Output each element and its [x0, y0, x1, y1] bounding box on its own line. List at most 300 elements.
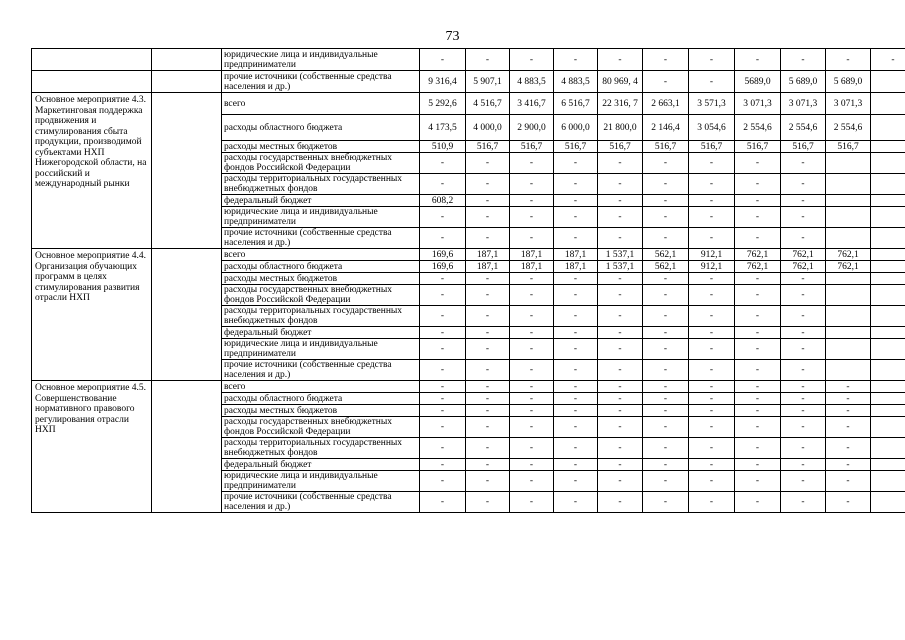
- value-cell: -: [510, 339, 554, 360]
- value-cell: -: [735, 438, 781, 459]
- table-row: [32, 93, 905, 115]
- value-cell: 762,1: [781, 249, 826, 261]
- value-cell: -: [781, 153, 826, 174]
- value-cell: [871, 417, 905, 438]
- value-cell: -: [420, 417, 466, 438]
- value-cell: -: [735, 153, 781, 174]
- value-cell: -: [554, 49, 598, 71]
- funding-source-label: юридические лица и индивидуальные предприниматели: [222, 207, 420, 228]
- value-cell: [871, 405, 905, 417]
- value-cell: -: [420, 228, 466, 249]
- value-cell: -: [466, 381, 510, 393]
- value-cell: -: [735, 195, 781, 207]
- value-cell: -: [826, 438, 871, 459]
- value-cell: -: [781, 405, 826, 417]
- value-cell: -: [735, 459, 781, 471]
- value-cell: -: [781, 459, 826, 471]
- funding-source-label: федеральный бюджет: [222, 459, 420, 471]
- value-cell: -: [781, 471, 826, 492]
- value-cell: 516,7: [781, 141, 826, 153]
- value-cell: 762,1: [826, 249, 871, 261]
- value-cell: 2 554,6: [735, 115, 781, 141]
- value-cell: [871, 115, 905, 141]
- value-cell: -: [689, 405, 735, 417]
- value-cell: -: [643, 393, 689, 405]
- value-cell: [826, 153, 871, 174]
- value-cell: -: [466, 285, 510, 306]
- value-cell: -: [735, 174, 781, 195]
- value-cell: 4 173,5: [420, 115, 466, 141]
- value-cell: -: [510, 405, 554, 417]
- value-cell: -: [510, 207, 554, 228]
- value-cell: -: [735, 306, 781, 327]
- value-cell: [871, 207, 905, 228]
- value-cell: -: [466, 471, 510, 492]
- value-cell: 187,1: [554, 261, 598, 273]
- value-cell: -: [510, 438, 554, 459]
- value-cell: 516,7: [826, 141, 871, 153]
- funding-source-label: федеральный бюджет: [222, 327, 420, 339]
- value-cell: -: [643, 228, 689, 249]
- value-cell: 2 554,6: [781, 115, 826, 141]
- value-cell: -: [420, 471, 466, 492]
- value-cell: -: [826, 405, 871, 417]
- value-cell: -: [554, 174, 598, 195]
- value-cell: -: [826, 381, 871, 393]
- value-cell: 762,1: [826, 261, 871, 273]
- value-cell: 2 663,1: [643, 93, 689, 115]
- value-cell: -: [643, 207, 689, 228]
- measure-name-cell: Основное мероприятие 4.4. Организация обучающих программ в целях стимулирования развития отрасли НХП: [32, 249, 152, 381]
- value-cell: [871, 438, 905, 459]
- value-cell: -: [826, 471, 871, 492]
- value-cell: -: [510, 459, 554, 471]
- value-cell: -: [554, 393, 598, 405]
- value-cell: -: [689, 417, 735, 438]
- value-cell: [826, 327, 871, 339]
- value-cell: -: [510, 195, 554, 207]
- value-cell: 516,7: [689, 141, 735, 153]
- table-row: [32, 49, 905, 71]
- value-cell: -: [598, 360, 643, 381]
- value-cell: 2 900,0: [510, 115, 554, 141]
- value-cell: -: [554, 438, 598, 459]
- value-cell: -: [598, 492, 643, 513]
- funding-source-label: прочие источники (собственные средства населения и др.): [222, 492, 420, 513]
- value-cell: -: [643, 417, 689, 438]
- value-cell: -: [466, 393, 510, 405]
- value-cell: -: [554, 417, 598, 438]
- value-cell: -: [466, 360, 510, 381]
- value-cell: -: [735, 471, 781, 492]
- value-cell: -: [689, 471, 735, 492]
- executor-cell: [152, 249, 222, 381]
- value-cell: -: [826, 49, 871, 71]
- value-cell: 187,1: [466, 261, 510, 273]
- value-cell: -: [643, 471, 689, 492]
- executor-cell: [152, 381, 222, 513]
- value-cell: -: [735, 327, 781, 339]
- value-cell: -: [554, 339, 598, 360]
- value-cell: -: [643, 492, 689, 513]
- value-cell: -: [598, 207, 643, 228]
- value-cell: -: [510, 393, 554, 405]
- value-cell: -: [554, 306, 598, 327]
- value-cell: -: [689, 228, 735, 249]
- value-cell: -: [598, 417, 643, 438]
- value-cell: 3 571,3: [689, 93, 735, 115]
- value-cell: -: [689, 459, 735, 471]
- value-cell: 187,1: [554, 249, 598, 261]
- value-cell: -: [598, 285, 643, 306]
- value-cell: -: [735, 285, 781, 306]
- value-cell: -: [466, 49, 510, 71]
- value-cell: -: [598, 327, 643, 339]
- value-cell: 3 416,7: [510, 93, 554, 115]
- value-cell: -: [689, 285, 735, 306]
- value-cell: -: [643, 339, 689, 360]
- value-cell: -: [420, 306, 466, 327]
- value-cell: -: [689, 306, 735, 327]
- funding-source-label: расходы государственных внебюджетных фондов Российской Федерации: [222, 417, 420, 438]
- value-cell: -: [598, 405, 643, 417]
- value-cell: -: [420, 285, 466, 306]
- value-cell: -: [735, 393, 781, 405]
- funding-source-label: всего: [222, 249, 420, 261]
- value-cell: -: [643, 438, 689, 459]
- value-cell: [871, 93, 905, 115]
- value-cell: 516,7: [643, 141, 689, 153]
- value-cell: -: [420, 49, 466, 71]
- value-cell: -: [781, 381, 826, 393]
- funding-source-label: прочие источники (собственные средства населения и др.): [222, 360, 420, 381]
- value-cell: -: [466, 417, 510, 438]
- value-cell: 187,1: [466, 249, 510, 261]
- value-cell: -: [598, 381, 643, 393]
- value-cell: -: [689, 339, 735, 360]
- value-cell: -: [466, 174, 510, 195]
- value-cell: -: [466, 153, 510, 174]
- value-cell: -: [598, 471, 643, 492]
- value-cell: 2 554,6: [826, 115, 871, 141]
- value-cell: -: [420, 459, 466, 471]
- value-cell: -: [689, 393, 735, 405]
- value-cell: -: [643, 405, 689, 417]
- value-cell: [871, 195, 905, 207]
- funding-source-label: расходы областного бюджета: [222, 393, 420, 405]
- value-cell: -: [781, 438, 826, 459]
- executor-cell: [152, 71, 222, 93]
- value-cell: -: [598, 393, 643, 405]
- value-cell: -: [781, 393, 826, 405]
- value-cell: -: [598, 438, 643, 459]
- value-cell: -: [510, 174, 554, 195]
- value-cell: -: [554, 405, 598, 417]
- value-cell: 21 800,0: [598, 115, 643, 141]
- funding-source-label: расходы областного бюджета: [222, 115, 420, 141]
- value-cell: 5689,0: [735, 71, 781, 93]
- value-cell: 3 054,6: [689, 115, 735, 141]
- value-cell: [826, 285, 871, 306]
- value-cell: -: [871, 49, 905, 71]
- funding-source-label: расходы территориальных государственных внебюджетных фондов: [222, 306, 420, 327]
- value-cell: [871, 153, 905, 174]
- value-cell: -: [781, 207, 826, 228]
- value-cell: -: [466, 327, 510, 339]
- value-cell: -: [781, 327, 826, 339]
- value-cell: -: [554, 207, 598, 228]
- measure-name-cell: Основное мероприятие 4.3. Маркетинговая поддержка продвижения и стимулирования сбыта продукции, производимой субъектами НХП Нижегородской области, на российский и международный рынки: [32, 93, 152, 249]
- value-cell: 4 883,5: [554, 71, 598, 93]
- value-cell: -: [826, 417, 871, 438]
- value-cell: [871, 174, 905, 195]
- funding-source-label: юридические лица и индивидуальные предприниматели: [222, 49, 420, 71]
- value-cell: 3 071,3: [826, 93, 871, 115]
- value-cell: -: [420, 327, 466, 339]
- value-cell: -: [420, 174, 466, 195]
- value-cell: -: [510, 360, 554, 381]
- value-cell: 5 907,1: [466, 71, 510, 93]
- value-cell: 5 689,0: [781, 71, 826, 93]
- value-cell: -: [554, 153, 598, 174]
- value-cell: -: [689, 153, 735, 174]
- value-cell: -: [554, 492, 598, 513]
- value-cell: [871, 393, 905, 405]
- executor-cell: [152, 49, 222, 71]
- value-cell: -: [420, 360, 466, 381]
- value-cell: 762,1: [735, 249, 781, 261]
- value-cell: -: [689, 360, 735, 381]
- value-cell: -: [554, 195, 598, 207]
- value-cell: 608,2: [420, 195, 466, 207]
- value-cell: -: [420, 393, 466, 405]
- value-cell: -: [554, 381, 598, 393]
- value-cell: 169,6: [420, 249, 466, 261]
- value-cell: 187,1: [510, 261, 554, 273]
- value-cell: -: [420, 153, 466, 174]
- value-cell: -: [466, 228, 510, 249]
- value-cell: -: [689, 438, 735, 459]
- value-cell: -: [689, 71, 735, 93]
- value-cell: -: [598, 228, 643, 249]
- funding-source-label: всего: [222, 381, 420, 393]
- value-cell: -: [420, 405, 466, 417]
- value-cell: -: [781, 273, 826, 285]
- value-cell: -: [554, 471, 598, 492]
- value-cell: -: [781, 417, 826, 438]
- value-cell: -: [466, 195, 510, 207]
- value-cell: -: [554, 285, 598, 306]
- value-cell: -: [643, 360, 689, 381]
- value-cell: 2 146,4: [643, 115, 689, 141]
- table-row: [32, 71, 905, 93]
- value-cell: -: [643, 153, 689, 174]
- value-cell: -: [598, 174, 643, 195]
- budget-table: [31, 48, 905, 513]
- value-cell: [871, 339, 905, 360]
- value-cell: -: [420, 273, 466, 285]
- value-cell: 516,7: [735, 141, 781, 153]
- value-cell: [871, 381, 905, 393]
- value-cell: -: [598, 49, 643, 71]
- value-cell: -: [420, 207, 466, 228]
- value-cell: -: [781, 49, 826, 71]
- value-cell: -: [643, 49, 689, 71]
- value-cell: -: [735, 405, 781, 417]
- funding-source-label: расходы территориальных государственных внебюджетных фондов: [222, 438, 420, 459]
- value-cell: -: [781, 285, 826, 306]
- value-cell: -: [510, 228, 554, 249]
- value-cell: [826, 174, 871, 195]
- value-cell: -: [643, 306, 689, 327]
- value-cell: -: [598, 195, 643, 207]
- value-cell: -: [554, 459, 598, 471]
- value-cell: 3 071,3: [735, 93, 781, 115]
- value-cell: [871, 285, 905, 306]
- value-cell: -: [735, 228, 781, 249]
- measure-cell: [32, 71, 152, 93]
- value-cell: 762,1: [781, 261, 826, 273]
- value-cell: [826, 306, 871, 327]
- value-cell: 187,1: [510, 249, 554, 261]
- value-cell: 3 071,3: [781, 93, 826, 115]
- value-cell: -: [643, 71, 689, 93]
- value-cell: -: [643, 195, 689, 207]
- value-cell: 22 316, 7: [598, 93, 643, 115]
- page-number: 73: [445, 29, 460, 44]
- value-cell: -: [826, 492, 871, 513]
- value-cell: 6 000,0: [554, 115, 598, 141]
- value-cell: [871, 273, 905, 285]
- value-cell: [871, 459, 905, 471]
- funding-source-label: расходы государственных внебюджетных фондов Российской Федерации: [222, 153, 420, 174]
- value-cell: -: [643, 273, 689, 285]
- value-cell: -: [781, 306, 826, 327]
- funding-source-label: расходы местных бюджетов: [222, 273, 420, 285]
- funding-source-label: юридические лица и индивидуальные предприниматели: [222, 339, 420, 360]
- value-cell: [826, 207, 871, 228]
- value-cell: 1 537,1: [598, 261, 643, 273]
- value-cell: 762,1: [735, 261, 781, 273]
- value-cell: -: [735, 207, 781, 228]
- value-cell: -: [689, 492, 735, 513]
- measure-name-cell: Основное мероприятие 4.5. Совершенствование нормативного правового регулирования отрасли НХП: [32, 381, 152, 513]
- value-cell: -: [420, 438, 466, 459]
- value-cell: -: [643, 381, 689, 393]
- value-cell: -: [420, 339, 466, 360]
- value-cell: -: [510, 49, 554, 71]
- value-cell: 9 316,4: [420, 71, 466, 93]
- value-cell: [871, 71, 905, 93]
- value-cell: -: [689, 327, 735, 339]
- value-cell: 4 000,0: [466, 115, 510, 141]
- value-cell: [826, 195, 871, 207]
- table-row: [32, 249, 905, 261]
- value-cell: -: [510, 285, 554, 306]
- value-cell: -: [735, 492, 781, 513]
- value-cell: -: [598, 306, 643, 327]
- table-row: [32, 381, 905, 393]
- value-cell: 562,1: [643, 249, 689, 261]
- value-cell: -: [781, 195, 826, 207]
- funding-source-label: расходы территориальных государственных внебюджетных фондов: [222, 174, 420, 195]
- value-cell: -: [554, 360, 598, 381]
- funding-source-label: расходы местных бюджетов: [222, 405, 420, 417]
- value-cell: -: [598, 459, 643, 471]
- funding-source-label: расходы областного бюджета: [222, 261, 420, 273]
- value-cell: -: [510, 273, 554, 285]
- value-cell: 80 969, 4: [598, 71, 643, 93]
- value-cell: 5 689,0: [826, 71, 871, 93]
- value-cell: [871, 471, 905, 492]
- value-cell: -: [466, 207, 510, 228]
- value-cell: [826, 360, 871, 381]
- value-cell: 516,7: [466, 141, 510, 153]
- funding-source-label: федеральный бюджет: [222, 195, 420, 207]
- funding-source-label: расходы государственных внебюджетных фондов Российской Федерации: [222, 285, 420, 306]
- value-cell: [871, 261, 905, 273]
- value-cell: -: [598, 153, 643, 174]
- value-cell: -: [735, 417, 781, 438]
- funding-source-label: прочие источники (собственные средства населения и др.): [222, 71, 420, 93]
- value-cell: -: [466, 492, 510, 513]
- value-cell: -: [689, 49, 735, 71]
- value-cell: -: [781, 492, 826, 513]
- value-cell: -: [510, 471, 554, 492]
- value-cell: -: [735, 360, 781, 381]
- value-cell: -: [510, 153, 554, 174]
- value-cell: -: [735, 381, 781, 393]
- value-cell: -: [735, 273, 781, 285]
- executor-cell: [152, 93, 222, 249]
- value-cell: [871, 360, 905, 381]
- value-cell: -: [554, 327, 598, 339]
- value-cell: [826, 228, 871, 249]
- funding-source-label: юридические лица и индивидуальные предприниматели: [222, 471, 420, 492]
- value-cell: [871, 249, 905, 261]
- value-cell: 169,6: [420, 261, 466, 273]
- value-cell: -: [466, 339, 510, 360]
- value-cell: [871, 228, 905, 249]
- value-cell: 4 516,7: [466, 93, 510, 115]
- value-cell: -: [510, 492, 554, 513]
- value-cell: -: [781, 339, 826, 360]
- value-cell: -: [689, 207, 735, 228]
- value-cell: [826, 339, 871, 360]
- value-cell: -: [781, 174, 826, 195]
- value-cell: -: [554, 228, 598, 249]
- value-cell: [871, 306, 905, 327]
- value-cell: -: [735, 339, 781, 360]
- value-cell: 562,1: [643, 261, 689, 273]
- value-cell: 1 537,1: [598, 249, 643, 261]
- value-cell: -: [598, 273, 643, 285]
- value-cell: -: [826, 459, 871, 471]
- value-cell: 516,7: [510, 141, 554, 153]
- value-cell: -: [420, 492, 466, 513]
- funding-source-label: прочие источники (собственные средства населения и др.): [222, 228, 420, 249]
- value-cell: 912,1: [689, 249, 735, 261]
- measure-cell: [32, 49, 152, 71]
- value-cell: -: [466, 459, 510, 471]
- value-cell: -: [643, 327, 689, 339]
- value-cell: -: [466, 273, 510, 285]
- value-cell: 516,7: [598, 141, 643, 153]
- value-cell: [871, 141, 905, 153]
- value-cell: -: [420, 381, 466, 393]
- value-cell: -: [510, 306, 554, 327]
- value-cell: -: [510, 327, 554, 339]
